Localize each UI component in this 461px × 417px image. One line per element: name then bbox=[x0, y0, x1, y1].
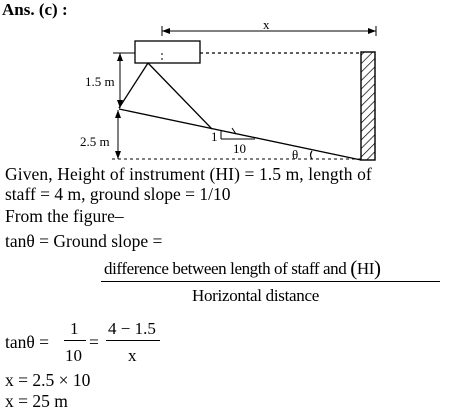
dimension-x-label: x bbox=[263, 17, 270, 32]
answer-label: Ans. (c) : bbox=[2, 0, 68, 19]
result-line-2: x = 25 m bbox=[5, 391, 68, 411]
from-figure-line: From the figure– bbox=[5, 206, 124, 226]
formula-numerator-text: difference between length of staff and bbox=[104, 259, 347, 278]
given-line-2: staff = 4 m, ground slope = 1/10 bbox=[5, 184, 231, 204]
fraction2-numerator: 4 − 1.5 bbox=[108, 319, 156, 338]
fraction2-denominator: x bbox=[128, 346, 137, 365]
given-line-1: Given, Height of instrument (HI) = 1.5 m, length of bbox=[5, 164, 372, 184]
staff-wall bbox=[361, 52, 375, 160]
fraction2-bar bbox=[106, 340, 160, 341]
slope-indicator bbox=[211, 128, 255, 156]
solution-tan-label: tanθ = bbox=[5, 332, 50, 352]
fraction1-numerator: 1 bbox=[70, 319, 79, 338]
fraction1-bar bbox=[64, 340, 86, 341]
leveling-figure bbox=[0, 0, 461, 170]
fraction1-denominator: 10 bbox=[65, 346, 82, 365]
dimension-hi bbox=[85, 53, 135, 108]
tripod-leg-right bbox=[148, 63, 212, 129]
tan-slope-line: tanθ = Ground slope = bbox=[5, 231, 163, 251]
formula-numerator-term: HI bbox=[356, 259, 374, 278]
result-line-1: x = 2.5 × 10 bbox=[5, 370, 91, 390]
formula-numerator bbox=[104, 255, 381, 280]
slope-rise: 1 bbox=[211, 129, 218, 144]
formula-denominator: Horizontal distance bbox=[192, 286, 319, 305]
label-hi: 1.5 m bbox=[85, 74, 115, 89]
theta-label: θ bbox=[292, 147, 299, 162]
formula-fraction-bar bbox=[101, 281, 440, 282]
instrument-box bbox=[135, 41, 200, 63]
slope-run: 10 bbox=[233, 141, 246, 156]
paren-close: ) bbox=[373, 256, 381, 280]
dimension-x bbox=[162, 17, 376, 36]
paren-open: ( bbox=[350, 256, 357, 280]
equals-sign: = bbox=[89, 332, 99, 352]
label-staff-below: 2.5 m bbox=[80, 134, 110, 149]
tripod-leg-left bbox=[119, 63, 148, 108]
